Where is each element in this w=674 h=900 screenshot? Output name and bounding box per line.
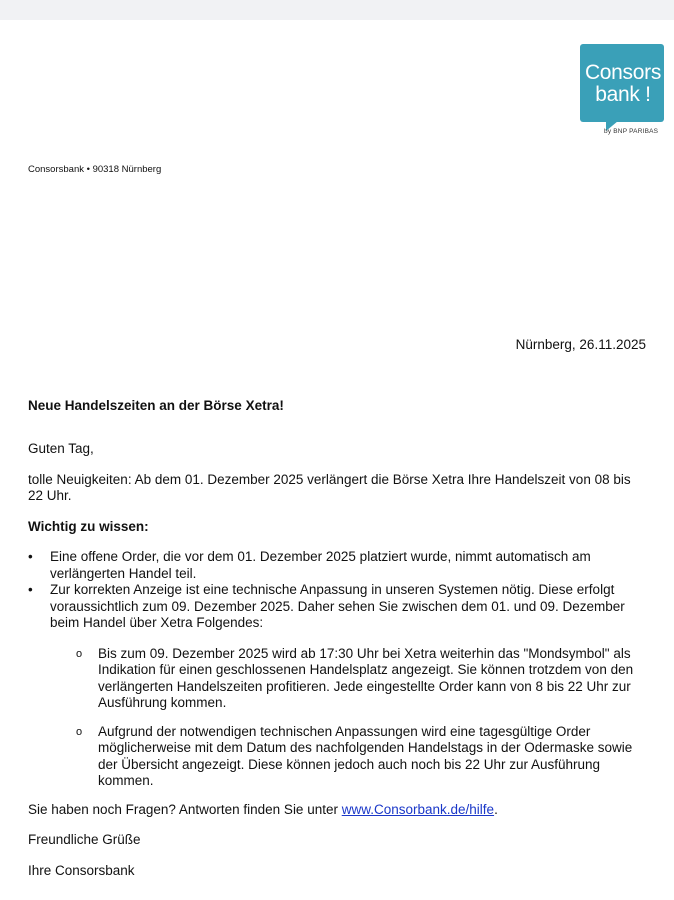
- bullet-list: [28, 549, 648, 632]
- signature: Ihre Consorsbank: [28, 862, 135, 878]
- help-link[interactable]: www.Consorbank.de/hilfe: [341, 801, 495, 817]
- greeting: Guten Tag,: [28, 441, 94, 456]
- list-item: [28, 582, 648, 632]
- top-bar: [0, 0, 674, 20]
- sub-list-item-text: Aufgrund der notwendigen technischen Anpassungen wird eine tagesgültige Order möglicherweise mit dem Datum des nachfolgenden Handelstags in der Odermaske sowie der Übersicht angezeigt. Diese können jedoch auch noch bis 22 Uhr zur Ausführung kommen.: [98, 723, 633, 788]
- logo-subtitle: by BNP PARIBAS: [604, 128, 659, 135]
- important-heading: Wichtig zu wissen:: [28, 518, 149, 534]
- sender-address: Consorsbank • 90318 Nürnberg: [28, 164, 162, 175]
- circle-bullet-icon: o: [76, 647, 83, 660]
- intro-paragraph: tolle Neuigkeiten: Ab dem 01. Dezember 2025 verlängert die Börse Xetra Ihre Handelszeit von 08 bis 22 Uhr.: [28, 471, 631, 503]
- list-item: [28, 549, 648, 582]
- sub-list-item: [28, 724, 648, 790]
- regards: Freundliche Grüße: [28, 832, 141, 847]
- questions-prefix: Sie haben noch Fragen? Antworten finden Sie unter: [28, 801, 342, 817]
- sub-bullet-list: [28, 646, 648, 790]
- logo-line-2: bank !: [595, 83, 651, 106]
- circle-bullet-icon: o: [76, 725, 83, 738]
- logo-line-1: Consors: [584, 61, 662, 84]
- consorsbank-logo: [580, 44, 664, 140]
- questions-suffix: .: [494, 801, 498, 817]
- questions-paragraph: [28, 802, 648, 819]
- bullet-icon: •: [28, 549, 33, 564]
- letter-body: [28, 441, 648, 879]
- list-item-text: Zur korrekten Anzeige ist eine technische Anpassung in unseren Systemen nötig. Diese erfolgt voraussichtlich zum 09. Dezember 2025. Daher sehen Sie zwischen dem 01. und 09. Dezember beim Handel über Xetra Folgendes:: [50, 582, 625, 630]
- bullet-icon: •: [28, 582, 33, 597]
- sub-list-item-text: Bis zum 09. Dezember 2025 wird ab 17:30 Uhr bei Xetra weiterhin das "Mondsymbol" als Indikation für einen geschlossenen Handelsplatz angezeigt. Sie können trotzdem von den verlängerten Handelszeiten profitieren. Jede eingestellte Order kann von 8 bis 22 Uhr zur Ausführung kommen.: [98, 645, 634, 710]
- letter-subject: Neue Handelszeiten an der Börse Xetra!: [28, 398, 284, 413]
- sub-list-item: [28, 646, 648, 712]
- list-item-text: Eine offene Order, die vor dem 01. Dezember 2025 platziert wurde, nimmt automatisch am verlängerten Handel teil.: [50, 549, 591, 581]
- logo-text: [584, 62, 662, 106]
- letter-date: Nürnberg, 26.11.2025: [515, 337, 646, 352]
